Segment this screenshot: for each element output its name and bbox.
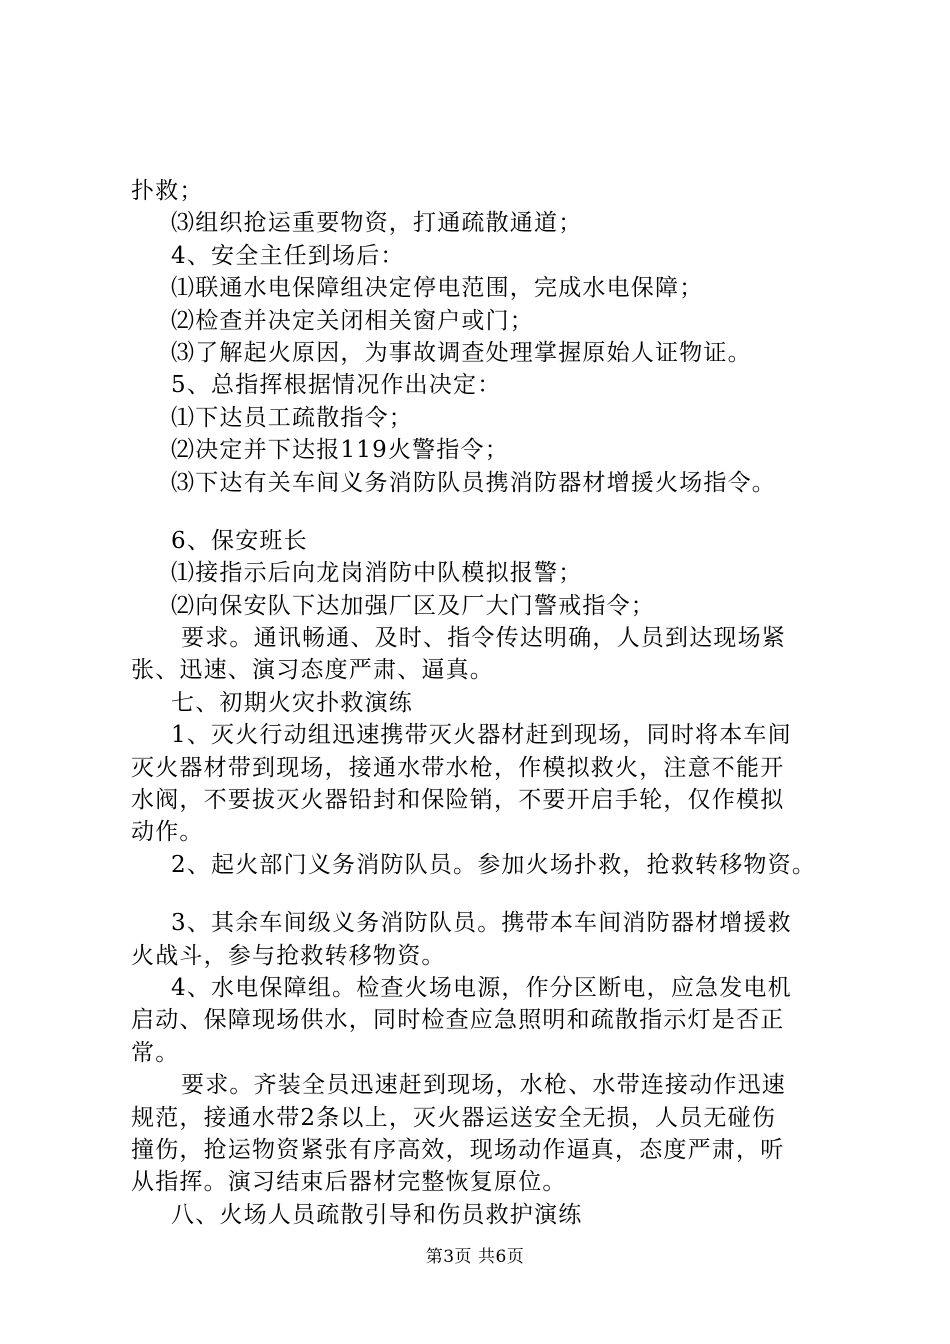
text-line: ⑵决定并下达报119火警指令； — [171, 437, 509, 464]
text-line: 灭火器材带到现场，接通水带水枪，作模拟救火，注意不能开 — [131, 754, 785, 781]
section-heading: 七、初期火灾扑救演练 — [171, 689, 413, 716]
page-footer: 第3页 共6页 — [425, 1247, 525, 1267]
text-line: ⑴接指示后向龙岗消防中队模拟报警； — [171, 560, 583, 587]
text-line: 火战斗，参与抢救转移物资。 — [131, 942, 446, 969]
text-line: 4、水电保障组。检查火场电源，作分区断电，应急发电机 — [171, 974, 792, 1001]
paragraph-gap — [131, 499, 851, 525]
text-line: 常。 — [131, 1039, 180, 1066]
text-line: 5、总指挥根据情况作出决定： — [171, 372, 502, 399]
text-line: 2、起火部门义务消防队员。参加火场扑救，抢救转移物资。 — [171, 851, 817, 878]
text-line: ⑴联通水电保障组决定停电范围，完成水电保障； — [171, 275, 704, 302]
text-line: 3、其余车间级义务消防队员。携带本车间消防器材增援救 — [171, 910, 792, 937]
document-body — [131, 175, 851, 1231]
text-line: 4、安全主任到场后： — [171, 242, 405, 269]
text-line: 启动、保障现场供水，同时检查应急照明和疏散指示灯是否正 — [131, 1007, 785, 1034]
text-line: ⑶了解起火原因，为事故调查处理掌握原始人证物证。 — [171, 339, 752, 366]
text-line: 动作。 — [131, 819, 204, 846]
text-line: 张、迅速、演习态度严肃、逼真。 — [131, 657, 494, 684]
text-line: 扑救； — [131, 178, 204, 204]
text-line: ⑶组织抢运重要物资，打通疏散通道； — [171, 210, 583, 237]
text-line: 1、灭火行动组迅速携带灭火器材赶到现场，同时将本车间 — [171, 722, 792, 749]
text-line: 要求。齐装全员迅速赶到现场，水枪、水带连接动作迅速 — [181, 1072, 786, 1099]
text-line: ⑶下达有关车间义务消防队员携消防器材增援火场指令。 — [171, 469, 776, 496]
text-line: 规范，接通水带2条以上，灭火器运送安全无损，人员无碰伤 — [131, 1104, 777, 1131]
text-line: 从指挥。演习结束后器材完整恢复原位。 — [131, 1169, 567, 1196]
text-line: ⑵检查并决定关闭相关窗户或门； — [171, 307, 534, 334]
text-line: 要求。通讯畅通、及时、指令传达明确，人员到达现场紧 — [181, 625, 786, 652]
text-line: 水阀，不要拔灭火器铅封和保险销，不要开启手轮，仅作模拟 — [131, 787, 785, 814]
section-heading: 八、火场人员疏散引导和伤员救护演练 — [171, 1201, 583, 1228]
text-line: 撞伤，抢运物资紧张有序高效，现场动作逼真，态度严肃，听 — [131, 1136, 785, 1163]
text-line: ⑴下达员工疏散指令； — [171, 404, 413, 431]
text-line: ⑵向保安队下达加强厂区及厂大门警戒指令； — [171, 592, 655, 619]
text-line: 6、保安班长 — [171, 527, 308, 554]
paragraph-gap — [131, 881, 851, 907]
